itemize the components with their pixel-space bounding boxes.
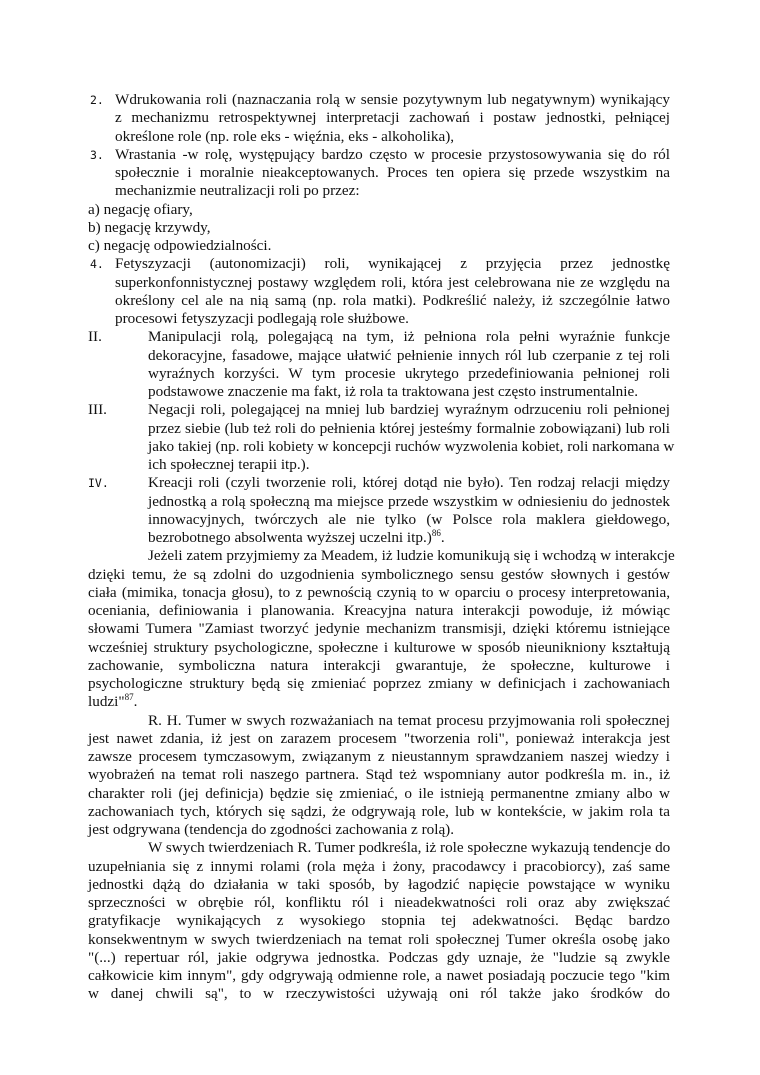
text-line: [88, 766, 670, 784]
line-text: z mechanizmu retrospektywnej interpretacji zachowań i postaw jednostki, pełniącej: [115, 109, 670, 127]
block-text: [88, 201, 670, 219]
line-text: wcześniej struktury psychologiczne, społeczne i kulturowe w sposób nieunikniony kształtują: [88, 638, 670, 656]
text-line: [88, 876, 670, 894]
line-text: Kreacji roli (czyli tworzenie roli, której dotąd nie było). Ten rodzaj relacji między: [148, 474, 670, 492]
line-text: psychologiczne struktury będą się zmieniać poprzez zmiany w definicjach i zachowaniach: [88, 675, 670, 692]
line-text: przez siebie (lub też roli do pełnienia której jesteśmy formalnie zobowiązani) lub roli: [148, 419, 670, 437]
list-marker: 3.: [90, 147, 104, 162]
text-line: [115, 310, 670, 328]
line-text: jednostką a rolą społeczną ma miejsce przede wszystkim w odniesieniu do jednostek: [148, 492, 670, 510]
text-line: [88, 237, 670, 255]
text-line: [148, 493, 670, 511]
block-text: [88, 839, 670, 1003]
block-text: [115, 146, 670, 201]
block-text: [148, 474, 670, 547]
text-line: [88, 602, 670, 620]
line-text: ciała (mimika, tonacja głosu), to z pewnością czynią to w oparciu o procesy interpretowania,: [88, 583, 670, 601]
line-text: bezrobotnego absolwenta wyższej uczelni itp.): [148, 529, 432, 546]
text-line: [88, 858, 670, 876]
text-line: [148, 328, 670, 346]
block-text: [115, 91, 670, 146]
list-marker: 4.: [90, 257, 104, 272]
line-text: zachowaniach tych, których się sądzi, że odgrywają role, lub w kontekście, w jakim rola ta: [88, 802, 670, 820]
line-text: Negacji roli, polegającej na mniej lub bardziej wyraźnym odrzuceniu roli pełnionej: [148, 401, 670, 419]
paragraph: [88, 547, 675, 711]
line-text: całkowicie kim innym", gdy odgrywają odmienne role, a nawet posiadają poczucie tego "kim: [88, 967, 670, 984]
block-text: [148, 401, 675, 474]
line-text: c) negację odpowiedzialności.: [88, 237, 272, 254]
text-line: [148, 474, 670, 492]
text-line: [88, 566, 670, 584]
line-text: jest odgrywana (tendencja do zgodności zachowania z rolą).: [88, 821, 455, 838]
text-line: [88, 803, 670, 821]
text-line: [115, 182, 670, 200]
list-item: [88, 255, 670, 328]
line-text: ludzi": [88, 693, 125, 711]
text-line: [115, 128, 670, 146]
line-text: uzupełniania się z innymi rolami (rola męża i żony, pracodawcy i pracobiorcy), zaś same: [88, 857, 670, 875]
text-line: [88, 219, 670, 237]
line-text: konsekwentnym w swych twierdzeniach na temat roli społecznej Tumer określa osobę jako: [88, 930, 670, 948]
block-text: [88, 237, 670, 255]
line-text: zachowanie, symboliczna natura interakcji gwarantuje, że społeczne, kulturowe i: [88, 656, 670, 674]
text-line: [88, 748, 670, 766]
block-text: [88, 712, 670, 840]
footnote-ref[interactable]: 86: [431, 528, 441, 538]
line-text: sprzeczności w obrębie ról, konfliktu ról i nieadekwatności roli oraz aby zwiększać: [88, 894, 670, 911]
text-line: [88, 693, 670, 711]
text-line: [148, 383, 670, 401]
line-text: wyobrażeń na temat roli naszego partnera. Stąd też wspomniany autor podkreśla m. in., iż: [88, 766, 670, 784]
text-line: [88, 620, 670, 638]
line-text: procesowi fetyszyzacji podlegają role służbowe.: [115, 310, 409, 327]
text-line: [148, 437, 675, 456]
line-text: jednostki dążą do działania w taki sposób, by łagodzić napięcie powstające w wyniku: [88, 875, 670, 893]
line-text: określony cel ale na nią samą (np. rola matki). Podkreślić należy, iż szczególnie łatwo: [115, 291, 670, 309]
line-text: słowami Tumera "Zamiast tworzyć jedynie mechanizm transmisji, dzięki któremu istniejące: [88, 620, 670, 638]
trailing-punctuation: .: [440, 529, 445, 546]
text-line: [115, 164, 670, 182]
text-line: [115, 109, 670, 127]
line-text: innowacyjnych, twórczych ale nie tylko (w Polsce rola maklera giełdowego,: [148, 510, 670, 528]
trailing-punctuation: .: [133, 693, 138, 711]
line-text: wyraźnych korzyści. W tym procesie ukrytego przedefiniowania pełnionej roli: [148, 364, 670, 382]
list-item: [88, 474, 670, 547]
text-line: [148, 365, 670, 383]
text-line: [115, 255, 670, 273]
block-text: [115, 255, 670, 328]
list-item: [88, 237, 670, 255]
line-text: zawsze procesem tymczasowym, związanym z nieustannym sprawdzaniem naszej wiedzy i: [88, 748, 670, 765]
line-text: jest nawet zdania, iż jest on zarazem procesem "tworzenia roli", ponieważ interakcja jest: [88, 729, 670, 747]
line-text: podstawowe znaczenie ma fakt, iż rola ta traktowana jest często instrumentalnie.: [148, 383, 639, 400]
line-text: określone role (np. role eks - więźnia, eks - alkoholika),: [115, 127, 455, 145]
text-line: [148, 511, 670, 529]
footnote-ref[interactable]: 87: [124, 692, 134, 703]
line-text: R. H. Tumer w swych rozważaniach na temat procesu przyjmowania roli społecznej: [148, 711, 670, 729]
line-text: oceniania, definiowania i planowania. Kreacyjna natura interakcji powoduje, iż mówiąc: [88, 602, 670, 619]
list-marker: II.: [88, 328, 102, 346]
list-item: [88, 146, 670, 201]
text-line: [88, 967, 670, 985]
text-line: [88, 912, 670, 930]
text-line: [88, 785, 670, 803]
list-item: [88, 201, 670, 219]
list-marker: 2.: [90, 93, 104, 107]
text-line: [88, 201, 670, 219]
text-line: [88, 894, 670, 912]
list-item: [88, 91, 670, 146]
line-text: Wrastania -w rolę, występujący bardzo często w procesie przystosowywania się do ról: [115, 145, 670, 163]
text-line: [88, 675, 670, 693]
line-text: Jeżeli zatem przyjmiemy za Meadem, iż ludzie komunikują się i wchodzą w interakcje: [148, 547, 675, 565]
text-line: [88, 712, 670, 730]
line-text: "(...) repertuar ról, jakie odgrywa jednostka. Podczas gdy uznaje, że "ludzie są zwykle: [88, 948, 670, 966]
list-item: [88, 328, 670, 401]
text-line: [88, 821, 670, 839]
block-text: [88, 547, 675, 711]
text-line: [148, 401, 670, 419]
line-text: gratyfikacje wynikających z wysokiego stopnia tej adekwatności. Będąc bardzo: [88, 912, 670, 930]
text-line: [148, 420, 670, 438]
text-line: [88, 657, 670, 675]
text-line: [88, 949, 670, 967]
text-line: [115, 146, 670, 164]
text-line: [88, 839, 670, 857]
line-text: a) negację ofiary,: [88, 200, 193, 218]
block-text: [88, 219, 670, 237]
paragraph: [88, 839, 670, 1003]
block-text: [148, 328, 670, 401]
line-text: dzięki temu, że są zdolni do uzgodnienia symbolicznego sensu gestów słownych i gestów: [88, 565, 670, 583]
line-text: społecznie i moralnie nieakceptowanych. Proces ten opiera się przede wszystkim na: [115, 164, 670, 181]
line-text: w danej chwili są", to w rzeczywistości używają oni ról także jako środków do: [88, 985, 670, 1003]
line-text: dekoracyjne, fasadowe, mające ułatwić pełnienie innych ról lub czerpanie z tej roli: [148, 346, 670, 364]
text-line: [88, 730, 670, 748]
text-line: [115, 274, 670, 292]
text-line: [148, 529, 670, 547]
line-text: jako takiej (np. roli kobiety w koncepcji ruchów wyzwolenia kobiet, roli narkomana w: [148, 437, 675, 455]
line-text: superkonfonnistycznej postawy względem roli, która jest celebrowana nie ze względu na: [115, 273, 670, 291]
list-item: [88, 401, 675, 474]
line-text: b) negację krzywdy,: [88, 218, 211, 236]
text-line: [88, 931, 670, 949]
line-text: Fetyszyzacji (autonomizacji) roli, wynikającej z przyjęcia przez jednostkę: [115, 255, 670, 273]
text-line: [148, 347, 670, 365]
text-line: [88, 985, 670, 1003]
text-line: [88, 584, 670, 602]
document-page: [88, 91, 675, 1004]
list-marker: IV.: [88, 476, 109, 491]
text-line: [88, 639, 670, 657]
line-text: Wdrukowania roli (naznaczania rolą w sensie pozytywnym lub negatywnym) wynikający: [115, 91, 670, 108]
text-line: [115, 292, 670, 310]
paragraph: [88, 712, 670, 840]
line-text: ich społecznej terapii itp.).: [148, 456, 310, 473]
line-text: Manipulacji rolą, polegającą na tym, iż pełniona rola pełni wyraźnie funkcje: [148, 328, 670, 346]
list-marker: III.: [88, 401, 107, 419]
text-line: [148, 456, 670, 474]
line-text: charakter roli (jej definicja) będzie się zmieniać, o ile istnieją permanentne zmiany albo w: [88, 784, 670, 802]
text-line: [88, 547, 675, 565]
text-line: [115, 91, 670, 109]
line-text: W swych twierdzeniach R. Tumer podkreśla, iż role społeczne wykazują tendencje do: [148, 839, 671, 857]
line-text: mechanizmie neutralizacji roli po przez:: [115, 182, 360, 200]
list-item: [88, 219, 670, 237]
